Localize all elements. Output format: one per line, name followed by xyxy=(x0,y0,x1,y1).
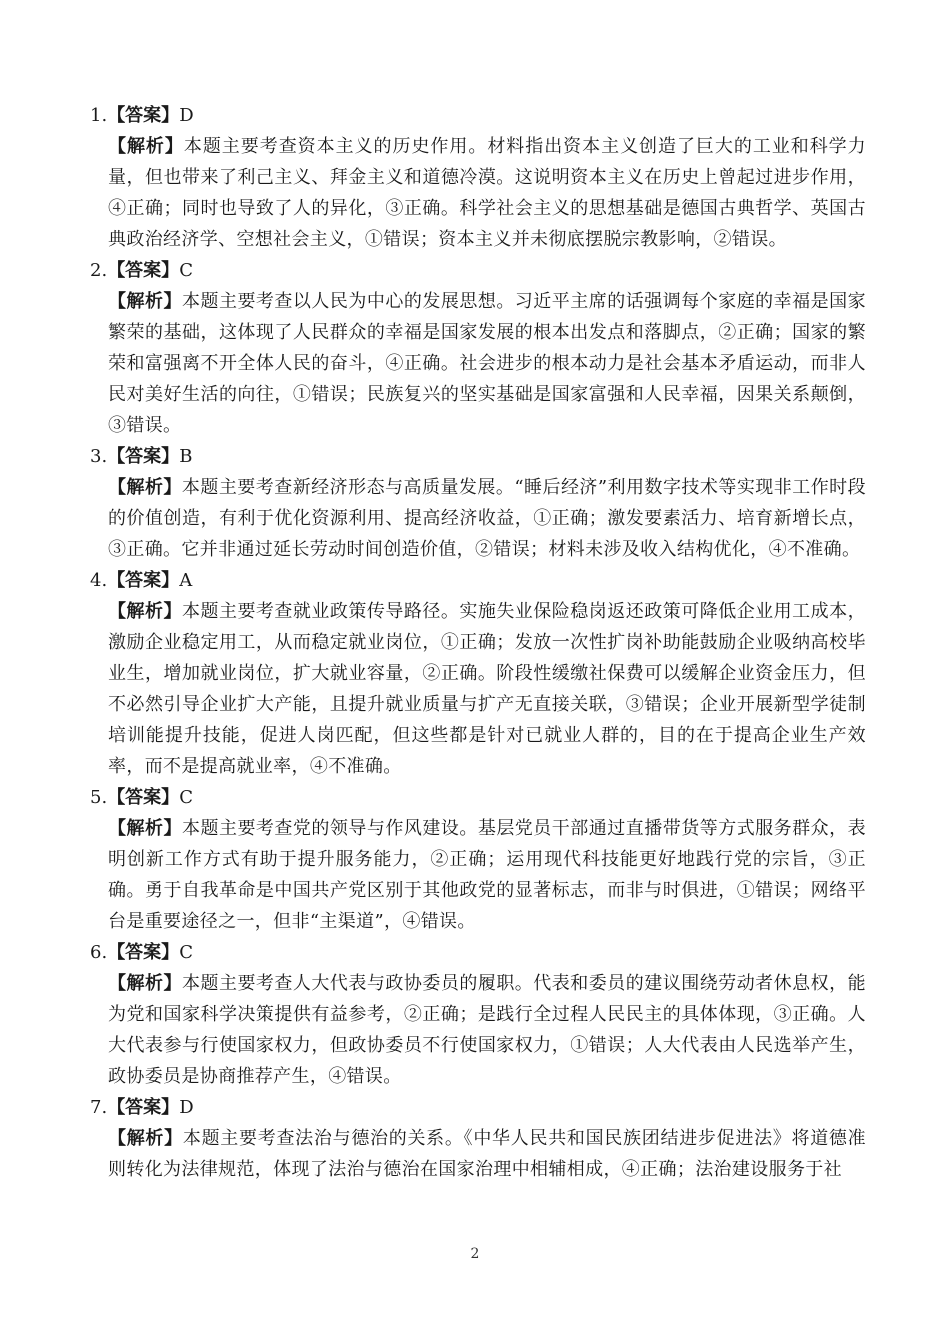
analysis-paragraph xyxy=(108,813,866,937)
answer-label: 【答案】 xyxy=(107,260,180,281)
question-item-2 xyxy=(86,255,866,441)
analysis-label: 【解析】 xyxy=(108,291,182,312)
analysis-text: 本题主要考查人大代表与政协委员的履职。代表和委员的建议围绕劳动者休息权，能为党和国家科学决策提供有益参考，②正确；是践行全过程人民民主的具体体现，③正确。人大代表参与行使国家权力，但政协委员不行使国家权力，①错误；人大代表由人民选举产生，政协委员是协商推荐产生，④错误。 xyxy=(108,973,866,1087)
analysis-paragraph xyxy=(108,472,866,565)
analysis-text: 本题主要考查就业政策传导路径。实施失业保险稳岗返还政策可降低企业用工成本，激励企业稳定用工，从而稳定就业岗位，①正确；发放一次性扩岗补助能鼓励企业吸纳高校毕业生，增加就业岗位，扩大就业容量，②正确。阶段性缓缴社保费可以缓解企业资金压力，但不必然引导企业扩大产能，且提升就业质量与扩产无直接关联，③错误；企业开展新型学徒制培训能提升技能，促进人岗匹配，但这些都是针对已就业人群的，目的在于提高企业生产效率，而不是提高就业率，④不准确。 xyxy=(108,601,866,777)
answer-key-content xyxy=(86,100,866,1185)
analysis-paragraph xyxy=(108,286,866,441)
question-number: 2. xyxy=(90,260,108,281)
analysis-label: 【解析】 xyxy=(108,818,182,839)
question-item-1 xyxy=(86,100,866,255)
answer-line xyxy=(90,255,866,286)
answer-value: C xyxy=(179,787,193,808)
answer-line xyxy=(90,782,866,813)
page-number: 2 xyxy=(470,1246,480,1262)
analysis-paragraph xyxy=(108,1123,866,1185)
answer-line xyxy=(90,937,866,968)
analysis-label: 【解析】 xyxy=(108,1128,183,1149)
question-number: 6. xyxy=(90,942,108,963)
answer-value: B xyxy=(179,446,193,467)
answer-label: 【答案】 xyxy=(107,1097,180,1118)
answer-value: C xyxy=(179,942,193,963)
answer-label: 【答案】 xyxy=(107,446,180,467)
question-number: 3. xyxy=(90,446,108,467)
analysis-label: 【解析】 xyxy=(108,973,182,994)
analysis-text: 本题主要考查资本主义的历史作用。材料指出资本主义创造了巨大的工业和科学力量，但也带来了利己主义、拜金主义和道德冷漠。这说明资本主义在历史上曾起过进步作用，④正确；同时也导致了人的异化，③正确。科学社会主义的思想基础是德国古典哲学、英国古典政治经济学、空想社会主义，①错误；资本主义并未彻底摆脱宗教影响，②错误。 xyxy=(108,136,866,250)
answer-label: 【答案】 xyxy=(107,787,180,808)
answer-value: D xyxy=(179,105,194,126)
analysis-text: 本题主要考查法治与德治的关系。《中华人民共和国民族团结进步促进法》将道德准则转化为法律规范，体现了法治与德治在国家治理中相辅相成，④正确；法治建设服务于社 xyxy=(108,1128,866,1180)
analysis-paragraph xyxy=(108,596,866,782)
question-number: 5. xyxy=(90,787,108,808)
question-item-3 xyxy=(86,441,866,565)
answer-line xyxy=(90,565,866,596)
question-item-6 xyxy=(86,937,866,1092)
analysis-text: 本题主要考查以人民为中心的发展思想。习近平主席的话强调每个家庭的幸福是国家繁荣的基础，这体现了人民群众的幸福是国家发展的根本出发点和落脚点，②正确；国家的繁荣和富强离不开全体人民的奋斗，④正确。社会进步的根本动力是社会基本矛盾运动，而非人民对美好生活的向往，①错误；民族复兴的坚实基础是国家富强和人民幸福，因果关系颠倒，③错误。 xyxy=(108,291,866,436)
question-number: 4. xyxy=(90,570,108,591)
answer-value: A xyxy=(179,570,193,591)
analysis-label: 【解析】 xyxy=(108,477,182,498)
answer-label: 【答案】 xyxy=(107,570,180,591)
answer-value: C xyxy=(179,260,193,281)
answer-value: D xyxy=(179,1097,194,1118)
question-item-4 xyxy=(86,565,866,782)
answer-label: 【答案】 xyxy=(107,942,180,963)
question-number: 1. xyxy=(90,105,108,126)
answer-line xyxy=(90,100,866,131)
analysis-label: 【解析】 xyxy=(108,601,182,622)
answer-label: 【答案】 xyxy=(107,105,180,126)
analysis-paragraph xyxy=(108,968,866,1092)
analysis-label: 【解析】 xyxy=(108,136,184,157)
analysis-paragraph xyxy=(108,131,866,255)
answer-line xyxy=(90,1092,866,1123)
analysis-text: 本题主要考查新经济形态与高质量发展。“睡后经济”利用数字技术等实现非工作时段的价值创造，有利于优化资源利用、提高经济收益，①正确；激发要素活力、培育新增长点，③正确。它并非通过延长劳动时间创造价值，②错误；材料未涉及收入结构优化，④不准确。 xyxy=(108,477,867,560)
question-number: 7. xyxy=(90,1097,108,1118)
question-item-5 xyxy=(86,782,866,937)
question-item-7 xyxy=(86,1092,866,1185)
analysis-text: 本题主要考查党的领导与作风建设。基层党员干部通过直播带货等方式服务群众，表明创新工作方式有助于提升服务能力，②正确；运用现代科技能更好地践行党的宗旨，③正确。勇于自我革命是中国共产党区别于其他政党的显著标志，而非与时俱进，①错误；网络平台是重要途径之一，但非“主渠道”，④错误。 xyxy=(108,818,866,932)
answer-line xyxy=(90,441,866,472)
